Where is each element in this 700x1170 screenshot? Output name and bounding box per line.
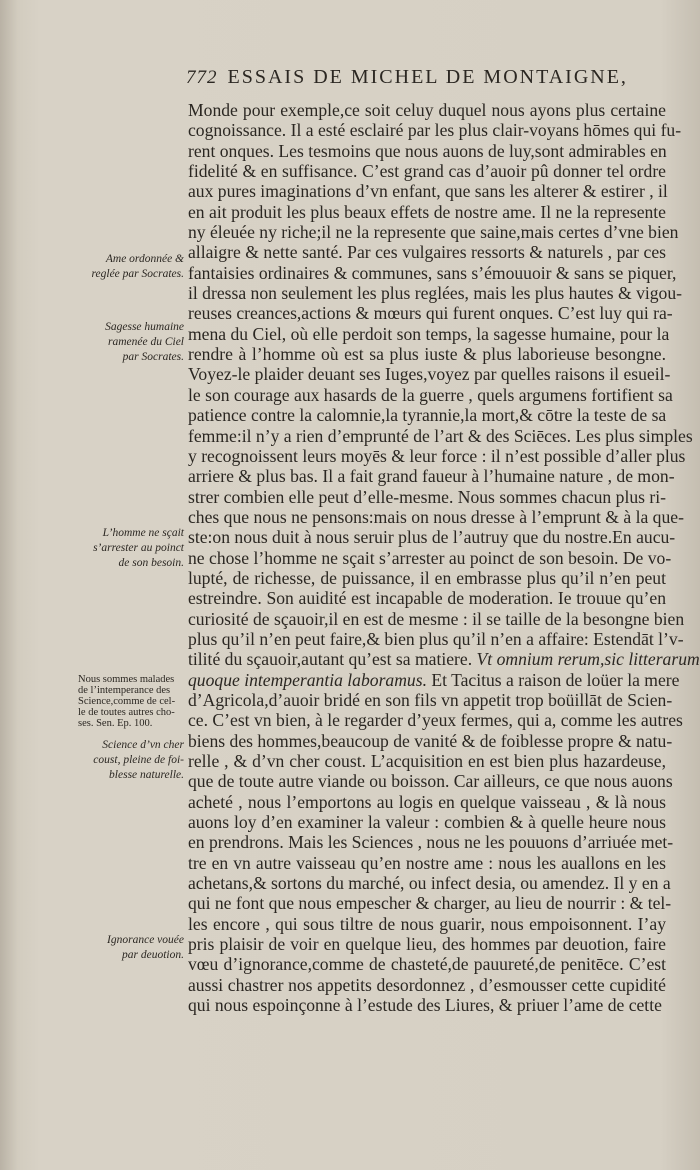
text-line: lupté, de richesse, de puissance, il en embrasse plus qu’il n’en peut xyxy=(188,567,666,588)
text-line: strer combien elle peut d’elle-mesme. Nous sommes chacun plus ri- xyxy=(188,486,666,507)
text-line: Voyez-le plaider deuant ses Iuges,voyez par quelles raisons il esueil- xyxy=(188,364,671,385)
text-line: en prendrons. Mais les Sciences , nous ne les pouuons d’arriuée met- xyxy=(188,832,674,853)
text-line: y recognoissent leurs moyēs & leur force : il n’est possible d’aller plus xyxy=(188,445,686,466)
text-line: fidelité & en suffisance. C’est grand cas d’auoir pû donner tel ordre xyxy=(188,161,666,182)
text-line: auons loy d’en examiner la valeur : combien & à quelle heure nous xyxy=(188,812,666,833)
text-line: ce. C’est vn bien, à le regarder d’yeux fermes, qui a, comme les autres xyxy=(188,710,683,731)
text-line: cognoissance. Il a esté esclairé par les plus clair-voyans hōmes qui fu- xyxy=(188,120,682,141)
text-line: curiosité de sçauoir,il en est de mesme : il se taille de la besongne bien xyxy=(188,608,685,629)
text-line: aussi chastrer nos appetits desordonnez , d’esmousser cette cupidité xyxy=(188,974,666,995)
text-line: ste:on nous duit à nous seruir plus de l’autruy que du nostre.En aucu- xyxy=(188,527,676,548)
text-line: rent onques. Les tesmoins que nous auons de luy,sont admirables en xyxy=(188,140,667,161)
text-line: allaigre & nette santé. Par ces vulgaires ressorts & naturels , par ces xyxy=(188,242,666,263)
text-line: relle , & d’vn cher coust. L’acquisition en est bien plus hazardeuse, xyxy=(188,751,666,771)
main-text xyxy=(188,100,700,1016)
text-line: biens des hommes,beaucoup de vanité & de foiblesse propre & natu- xyxy=(188,730,673,751)
text-line: femme:il n’y a rien d’emprunté de l’art & des Sciēces. Les plus simples xyxy=(188,425,693,446)
text-line: aux pures imaginations d’vn enfant, que sans les alterer & estirer , il xyxy=(188,181,668,202)
text-line: ches que nous ne pensons:mais on nous dresse à l’emprunt & à la que- xyxy=(188,506,684,527)
text-line: il dressa non seulement les plus reglées, mais les plus hautes & vigou- xyxy=(188,283,682,304)
text-line: estreindre. Son auidité est incapable de moderation. Ie trouue qu’en xyxy=(188,588,666,609)
text-line: fantaisies ordinaires & communes, sans s’émouuoir & sans se piquer, xyxy=(188,262,677,283)
text-line: tre en vn autre vaisseau qu’en nostre ame : nous les auallons en les xyxy=(188,852,666,873)
text-line: vœu d’ignorance,comme de chasteté,de pauureté,de penitēce. C’est xyxy=(188,954,666,975)
text-line: les encore , qui sous tiltre de nous guarir, nous empoisonnent. I’ay xyxy=(188,913,666,934)
text-line: arriere & plus bas. Il a fait grand faueur à l’humaine nature , de mon- xyxy=(188,466,675,487)
text-line: mena du Ciel, où elle perdoit son temps, la sagesse humaine, pour la xyxy=(188,323,670,344)
text-line: Monde pour exemple,ce soit celuy duquel nous ayons plus certaine xyxy=(188,100,666,120)
text-line: tilité du sçauoir,autant qu’est sa matiere. Vt omnium rerum,sic litterarum xyxy=(188,649,700,670)
text-line: achetans,& sortons du marché, ou infect desia, ou amendez. Il y en a xyxy=(188,873,671,894)
margin-note-ignorance-vouee: Ignorance vouée par deuotion. xyxy=(107,934,184,961)
margin-note-science-cher-cout: Science d’vn cher coust, pleine de foi- blesse naturelle. xyxy=(93,739,184,781)
margin-note-ame-ordonnee: Ame ordonnée & reglée par Socrates. xyxy=(91,253,184,280)
text-line: patience contre la calomnie,la tyrannie,la mort,& cōtre la teste de sa xyxy=(188,405,667,426)
text-line: qui ne font que nous empescher & charger, au lieu de nourrir : & tel- xyxy=(188,893,672,914)
text-line: acheté , nous l’emportons au logis en quelque vaisseau , & là nous xyxy=(188,791,666,812)
page-number: 772 xyxy=(186,67,218,88)
text-line: reuses creances,actions & mœurs qui furent onques. C’est luy qui ra- xyxy=(188,303,673,324)
margin-note-homme-ne-sait: L’homme ne sçait s’arrester au poinct de son besoin. xyxy=(93,527,184,569)
page-header xyxy=(186,66,656,96)
text-line: le son courage aux hasards de la guerre , quels argumens fortifient sa xyxy=(188,384,673,405)
text-line: pris plaisir de voir en quelque lieu, des hommes par deuotion, faire xyxy=(188,934,666,955)
running-title: ESSAIS DE MICHEL DE MONTAIGNE, xyxy=(227,66,628,88)
text-line: que de toute autre viande ou boisson. Car ailleurs, ce que nous auons xyxy=(188,771,673,792)
text-line: ny éleuée ny riche;il ne la represente que saine,mais certes d’vne bien xyxy=(188,222,679,243)
text-line: quoque intemperantia laboramus. Et Tacitus a raison de loüer la mere xyxy=(188,669,680,690)
margin-note-sagesse-humaine: Sagesse humaine ramenée du Ciel par Socrates. xyxy=(105,321,184,363)
text-line: rendre à l’homme où est sa plus iuste & plus laborieuse besongne. xyxy=(188,344,666,365)
latin-quote: quoque intemperantia laboramus. xyxy=(188,669,427,690)
latin-quote: Vt omnium rerum,sic litterarum xyxy=(476,649,700,670)
text-line: ne chose l’homme ne sçait s’arrester au poinct de son besoin. De vo- xyxy=(188,547,672,568)
text-line: qui nous espoinçonne à l’estude des Liures, & priuer l’ame de cette xyxy=(188,995,662,1016)
text-line: plus qu’il n’en peut faire,& bien plus qu’il n’en a affaire: Estendāt l’v- xyxy=(188,628,684,649)
margin-note-malades-intemperance: Nous sommes malades de l’intemperance des Science,comme de cel- le de toutes autres cho- ses. Sen. Ep. 100. xyxy=(78,674,176,729)
text-line: d’Agricola,d’auoir bridé en son fils vn appetit trop boüillāt de Scien- xyxy=(188,689,673,710)
text-line: en ait produit les plus beaux effets de nostre ame. Il ne la represente xyxy=(188,201,666,222)
